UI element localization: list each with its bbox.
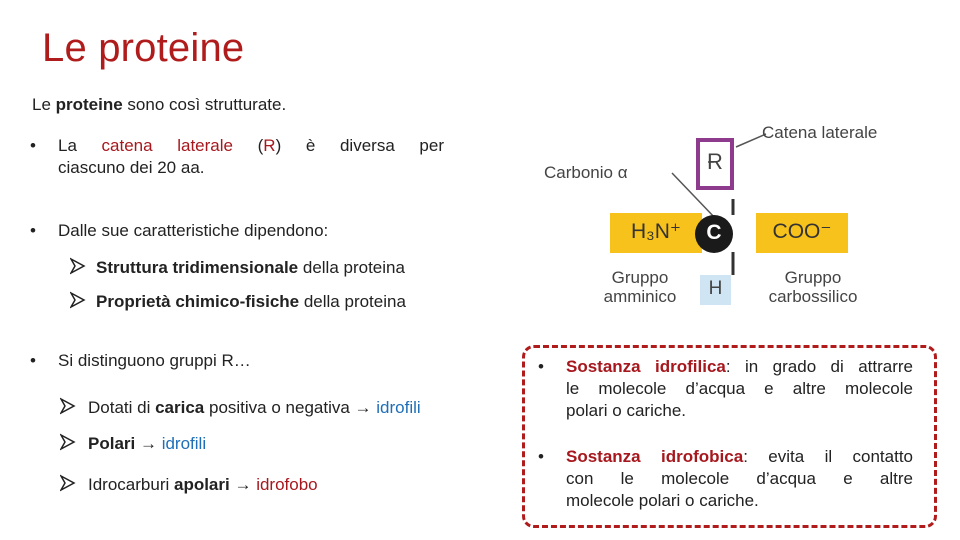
arrowhead-bullet-icon — [60, 433, 76, 457]
catena-laterale-label: Catena laterale — [762, 123, 878, 142]
bullet-dot-icon: • — [538, 447, 544, 466]
sub-bullet-struttura: Struttura tridimensionale della proteina — [70, 257, 405, 279]
bullet-caratteristiche: • Dalle sue caratteristiche dipendono: — [30, 221, 329, 240]
carbonio-alpha-label: Carbonio α — [544, 163, 628, 182]
amino-acid-diagram — [540, 115, 940, 320]
arrowhead-bullet-icon — [70, 257, 86, 281]
r-group-label: R — [707, 149, 723, 174]
bullet-dot-icon: • — [538, 357, 544, 376]
arrowhead-bullet-icon — [70, 291, 86, 315]
bullet-dot-icon: • — [30, 351, 36, 370]
bullet-gruppi-r: • Si distinguono gruppi R… — [30, 351, 251, 370]
hydrogen-atom: H — [708, 278, 723, 299]
amino-group-box: H₃N⁺ — [631, 220, 681, 243]
gruppo-amminico-label: Gruppo amminico — [603, 268, 677, 306]
def-idrofilica: • Sostanza idrofilica: in grado di attrarre le molecole d’acqua e altre molecole polari o cariche. — [538, 357, 913, 420]
arrowhead-bullet-icon — [60, 474, 76, 498]
gruppo-carbossilico-label: Gruppo carbossilico — [768, 268, 858, 306]
group-apolari: Idrocarburi apolari → idrofobo — [60, 474, 318, 496]
group-polari: Polari → idrofili — [60, 433, 206, 455]
bullet-catena-laterale: • La catena laterale (R) è diversa per ciascuno dei 20 aa. — [30, 136, 444, 177]
arrowhead-bullet-icon — [60, 397, 76, 421]
page-title: Le proteine — [42, 26, 245, 70]
sub-bullet-proprieta: Proprietà chimico-fisiche della proteina — [70, 291, 406, 313]
right-arrow-icon: → — [135, 434, 162, 453]
right-arrow-icon: → — [354, 398, 377, 417]
carboxyl-group-box: COO⁻ — [772, 220, 832, 243]
bullet-dot-icon: • — [30, 136, 36, 155]
bullet-dot-icon: • — [30, 221, 36, 240]
group-carica: Dotati di carica positiva o negativa → idrofili — [60, 397, 421, 419]
def-idrofobica: • Sostanza idrofobica: evita il contatto con le molecole d’acqua e altre molecole polari o cariche. — [538, 447, 913, 510]
carbon-atom: C — [706, 221, 722, 244]
right-arrow-icon: → — [229, 475, 257, 494]
intro-text: Le proteine sono così strutturate. — [32, 95, 287, 114]
